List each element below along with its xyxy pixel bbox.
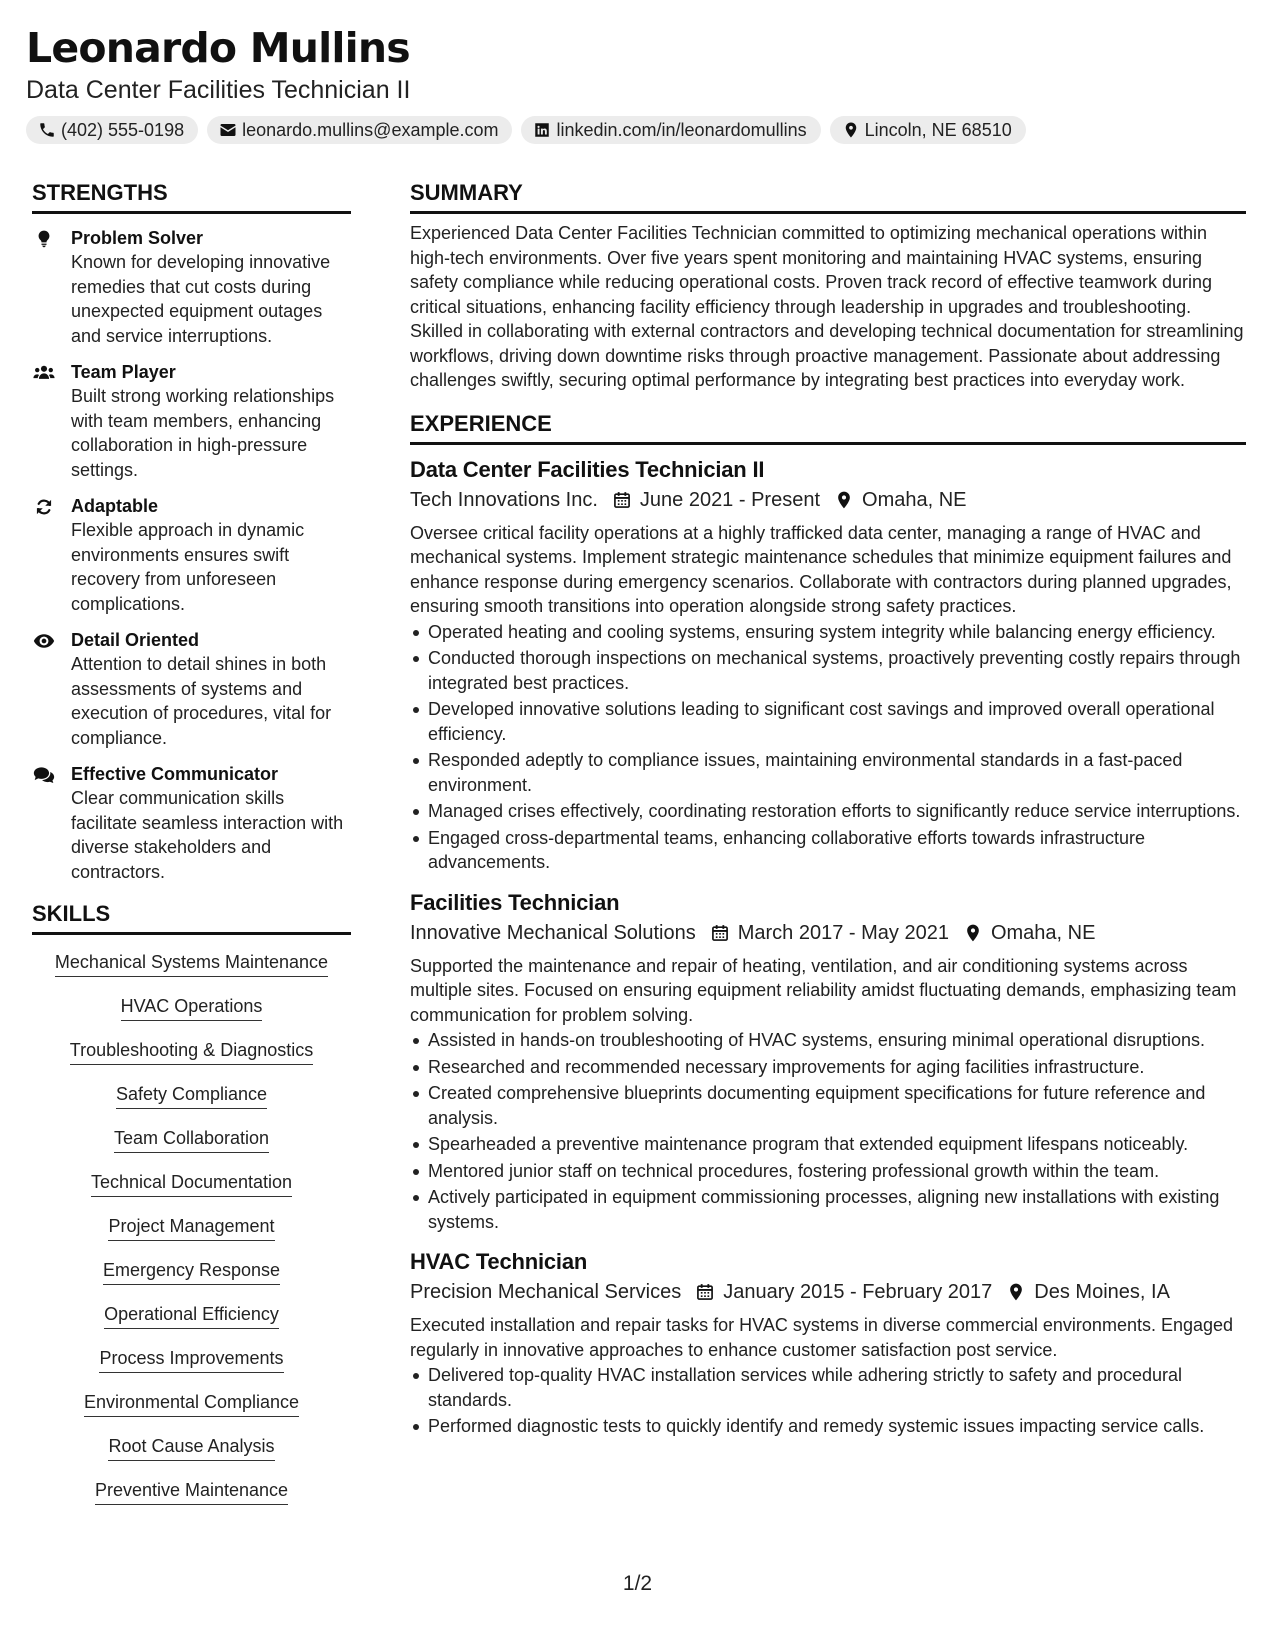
- candidate-name: Leonardo Mullins: [26, 24, 410, 72]
- skill-item: Mechanical Systems Maintenance: [55, 951, 328, 977]
- job-title: Data Center Facilities Technician II: [410, 456, 765, 482]
- job-bullet: Conducted thorough inspections on mechanical systems, proactively preventing costly repairs through integrated best practices.: [410, 646, 1246, 695]
- job-location: Omaha, NE: [862, 488, 967, 511]
- strength-description: Clear communication skills facilitate seamless interaction with diverse stakeholders and contractors.: [71, 788, 344, 882]
- lightbulb-icon: [32, 226, 71, 348]
- users-icon: [32, 360, 71, 482]
- strength-item: [32, 628, 351, 750]
- skill-item: Project Management: [108, 1215, 274, 1241]
- job-bullet: Managed crises effectively, coordinating restoration efforts to significantly reduce service interruptions.: [410, 799, 1246, 824]
- job-description: Oversee critical facility operations at a highly trafficked data center, managing a range of HVAC and mechanical systems. Implement strategic maintenance schedules that minimize equipment failures and enhance response during emergency scenarios. Collaborate with contractors during planned upgrades, ensuring smooth transitions into operation alongside strong safety practices.: [410, 522, 1232, 616]
- contact-linkedin-text: linkedin.com/in/leonardomullins: [556, 119, 807, 140]
- job-bullets: [410, 620, 1246, 875]
- map-pin-icon: [834, 490, 854, 510]
- summary-heading: SUMMARY: [410, 178, 1246, 214]
- skills-list: [32, 951, 351, 1523]
- job-description: Executed installation and repair tasks for HVAC systems in diverse commercial environments. Engaged regularly in innovative approaches to enhance customer satisfaction post service.: [410, 1315, 1234, 1360]
- contact-location: [830, 116, 1026, 144]
- job-bullet: Operated heating and cooling systems, ensuring system integrity while balancing energy efficiency.: [410, 620, 1246, 645]
- skill-item: Preventive Maintenance: [95, 1479, 288, 1505]
- contact-bar: [26, 116, 1246, 144]
- job-entry: [410, 889, 1246, 1235]
- job-description: Supported the maintenance and repair of heating, ventilation, and air conditioning systems across multiple sites. Focused on ensuring equipment reliability amidst fluctuating demands, emphasizing team communication for problem solving.: [410, 955, 1237, 1025]
- job-bullet: Created comprehensive blueprints documenting equipment specifications for future reference and analysis.: [410, 1081, 1246, 1130]
- job-dates: March 2017 - May 2021: [737, 921, 949, 944]
- skill-item: Team Collaboration: [114, 1127, 269, 1153]
- job-bullet: Assisted in hands-on troubleshooting of HVAC systems, ensuring minimal operational disruptions.: [410, 1028, 1246, 1053]
- job-meta: [410, 1278, 1246, 1306]
- skills-heading: SKILLS: [32, 899, 351, 935]
- job-company: Precision Mechanical Services: [410, 1281, 682, 1303]
- linkedin-icon: [533, 121, 551, 139]
- job-location: Des Moines, IA: [1034, 1281, 1170, 1303]
- contact-email-text: leonardo.mullins@example.com: [242, 119, 499, 140]
- strength-title: Detail Oriented: [71, 630, 200, 650]
- candidate-title: Data Center Facilities Technician II: [26, 76, 411, 104]
- job-entry: [410, 1248, 1246, 1439]
- strength-description: Known for developing innovative remedies that cut costs during unexpected equipment outages and service interruptions.: [71, 252, 331, 346]
- strength-description: Attention to detail shines in both assessments of systems and execution of procedures, vital for compliance.: [71, 654, 332, 748]
- strength-item: [32, 494, 351, 616]
- job-company: Tech Innovations Inc.: [410, 488, 598, 511]
- summary-text: Experienced Data Center Facilities Technician committed to optimizing mechanical operations within high-tech environments. Over five years spent monitoring and maintaining HVAC systems, ensuring safety compliance while reducing operational costs. Proven track record of effective teamwork during critical situations, enhancing facility efficiency through leadership in upgrades and troubleshooting. Skilled in collaborating with external contractors and developing technical documentation for streamlining workflows, driving down downtime risks through proactive management. Passionate about addressing challenges swiftly, securing optimal performance by integrating best practices into everyday work.: [410, 223, 1244, 390]
- job-bullet: Researched and recommended necessary improvements for aging facilities infrastructure.: [410, 1055, 1246, 1080]
- calendar-icon: [695, 1282, 715, 1302]
- job-location: Omaha, NE: [990, 921, 1096, 944]
- skill-item: Technical Documentation: [91, 1171, 292, 1197]
- envelope-icon: [219, 121, 237, 139]
- strength-title: Team Player: [71, 362, 176, 382]
- job-bullets: [410, 1028, 1246, 1234]
- contact-location-text: Lincoln, NE 68510: [864, 119, 1012, 140]
- strength-title: Adaptable: [71, 496, 159, 516]
- job-company: Innovative Mechanical Solutions: [410, 921, 696, 944]
- strength-title: Effective Communicator: [71, 764, 279, 784]
- sync-icon: [32, 494, 71, 616]
- contact-phone[interactable]: [26, 116, 198, 144]
- job-bullet: Actively participated in equipment commissioning processes, aligning new installations with existing systems.: [410, 1185, 1246, 1234]
- right-column: [410, 178, 1246, 1441]
- job-bullet: Engaged cross-departmental teams, enhancing collaborative efforts towards infrastructure advancements.: [410, 826, 1246, 875]
- strength-title: Problem Solver: [71, 228, 204, 248]
- strength-item: [32, 762, 351, 884]
- strength-description: Built strong working relationships with team members, enhancing collaboration in high-pressure settings.: [71, 386, 335, 480]
- experience-heading: EXPERIENCE: [410, 409, 1246, 445]
- map-pin-icon: [842, 121, 860, 139]
- resume-header: [26, 22, 1246, 144]
- comments-icon: [32, 762, 71, 884]
- map-pin-icon: [1006, 1282, 1026, 1302]
- contact-phone-text: (402) 555-0198: [61, 119, 185, 140]
- strength-description: Flexible approach in dynamic environments ensures swift recovery from unforeseen complications.: [71, 520, 305, 614]
- strengths-heading: STRENGTHS: [32, 178, 351, 214]
- calendar-icon: [612, 490, 632, 510]
- job-dates: June 2021 - Present: [639, 488, 821, 511]
- job-bullet: Responded adeptly to compliance issues, maintaining environmental standards in a fast-paced environment.: [410, 748, 1246, 797]
- job-title: HVAC Technician: [410, 1249, 588, 1274]
- calendar-icon: [710, 923, 730, 943]
- eye-icon: [32, 628, 71, 750]
- job-bullet: Mentored junior staff on technical procedures, fostering professional growth within the team.: [410, 1159, 1246, 1184]
- map-pin-icon: [963, 923, 983, 943]
- strength-item: [32, 360, 351, 482]
- phone-icon: [38, 121, 56, 139]
- job-title: Facilities Technician: [410, 889, 620, 915]
- job-meta: [410, 486, 1246, 514]
- job-bullet: Spearheaded a preventive maintenance program that extended equipment lifespans noticeably.: [410, 1132, 1246, 1157]
- skill-item: Environmental Compliance: [84, 1391, 299, 1417]
- strength-item: [32, 226, 351, 348]
- skill-item: Safety Compliance: [116, 1083, 267, 1109]
- contact-email[interactable]: [207, 116, 512, 144]
- job-bullet: Delivered top-quality HVAC installation services while adhering strictly to safety and procedural standards.: [410, 1363, 1246, 1412]
- skill-item: Process Improvements: [99, 1347, 283, 1373]
- skill-item: Troubleshooting & Diagnostics: [70, 1039, 313, 1065]
- job-bullets: [410, 1363, 1246, 1439]
- job-dates: January 2015 - February 2017: [723, 1281, 993, 1303]
- left-column: [32, 178, 351, 1523]
- job-bullet: Developed innovative solutions leading to significant cost savings and improved overall operational efficiency.: [410, 697, 1246, 746]
- job-bullet: Performed diagnostic tests to quickly identify and remedy systemic issues impacting service calls.: [410, 1414, 1246, 1439]
- skill-item: HVAC Operations: [121, 995, 263, 1021]
- skill-item: Operational Efficiency: [104, 1303, 279, 1329]
- skill-item: Root Cause Analysis: [108, 1435, 274, 1461]
- contact-linkedin[interactable]: [521, 116, 820, 144]
- page-number: 1/2: [622, 1572, 653, 1595]
- job-entry: [410, 456, 1246, 875]
- skill-item: Emergency Response: [103, 1259, 280, 1285]
- job-meta: [410, 919, 1246, 947]
- strengths-list: [32, 226, 351, 884]
